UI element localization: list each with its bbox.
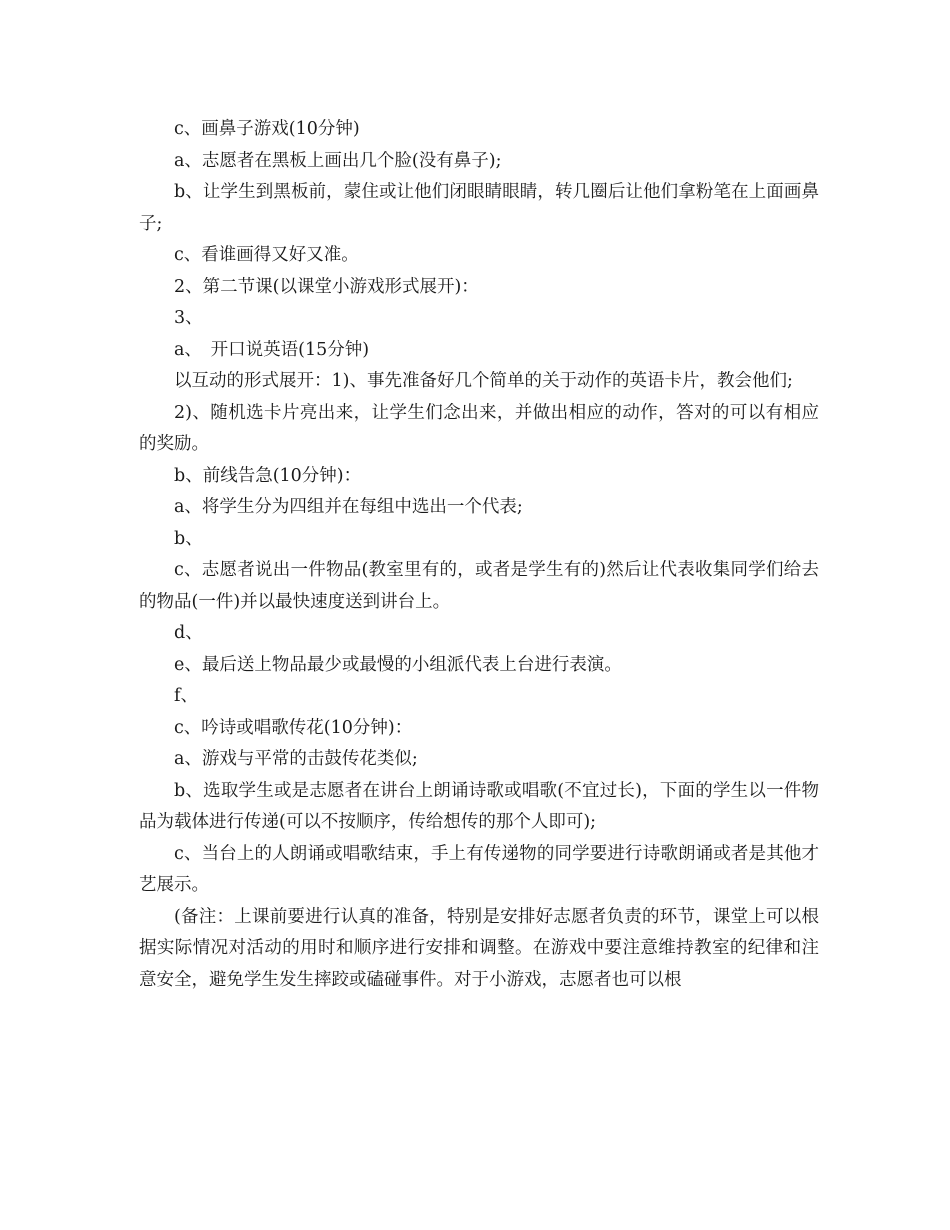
paragraph: c、吟诗或唱歌传花(10分钟)： [174, 717, 413, 738]
paragraph: b、 [174, 528, 203, 549]
paragraph: b、前线告急(10分钟)： [174, 465, 362, 486]
paragraph: a、将学生分为四组并在每组中选出一个代表; [174, 497, 523, 517]
paragraph: (备注：上课前要进行认真的准备，特别是安排好志愿者负责的环节，课堂上可以根据实际情况对活动的用时和顺序进行安排和调整。在游戏中要注意维持教室的纪律和注意安全，避免学生发生摔跤或磕碰事件。对于小游戏，志愿者也可以根 [139, 906, 819, 990]
paragraph: 3、 [174, 308, 203, 328]
paragraph: a、游戏与平常的击鼓传花类似; [174, 749, 418, 769]
paragraph: a、志愿者在黑板上画出几个脸(没有鼻子); [174, 150, 502, 171]
paragraph: d、 [174, 623, 203, 643]
paragraph: f、 [174, 686, 198, 706]
paragraph: b、选取学生或是志愿者在讲台上朗诵诗歌或唱歌(不宜过长)，下面的学生以一件物品为载体进行传递(可以不按顺序，传给想传的那个人即可); [139, 780, 819, 832]
paragraph: c、画鼻子游戏(10分钟) [174, 119, 360, 139]
paragraph: c、志愿者说出一件物品(教室里有的，或者是学生有的)然后让代表收集同学们给去的物品(一件)并以最快速度送到讲台上。 [139, 560, 819, 612]
paragraph: 2、第二节课(以课堂小游戏形式展开)： [174, 276, 479, 297]
paragraph: e、最后送上物品最少或最慢的小组派代表上台进行表演。 [174, 654, 622, 675]
paragraph: a、 开口说英语(15分钟) [174, 339, 370, 360]
paragraph: c、当台上的人朗诵或唱歌结束，手上有传递物的同学要进行诗歌朗诵或者是其他才艺展示。 [139, 843, 819, 895]
paragraph: 以互动的形式展开：1)、事先准备好几个简单的关于动作的英语卡片，教会他们; [174, 371, 793, 391]
paragraph: 2)、随机选卡片亮出来，让学生们念出来，并做出相应的动作，答对的可以有相应的奖励。 [139, 402, 819, 454]
paragraph: c、看谁画得又好又准。 [174, 245, 359, 265]
paragraph: b、让学生到黑板前，蒙住或让他们闭眼睛眼睛，转几圈后让他们拿粉笔在上面画鼻子; [139, 182, 819, 234]
document-body [139, 114, 819, 996]
